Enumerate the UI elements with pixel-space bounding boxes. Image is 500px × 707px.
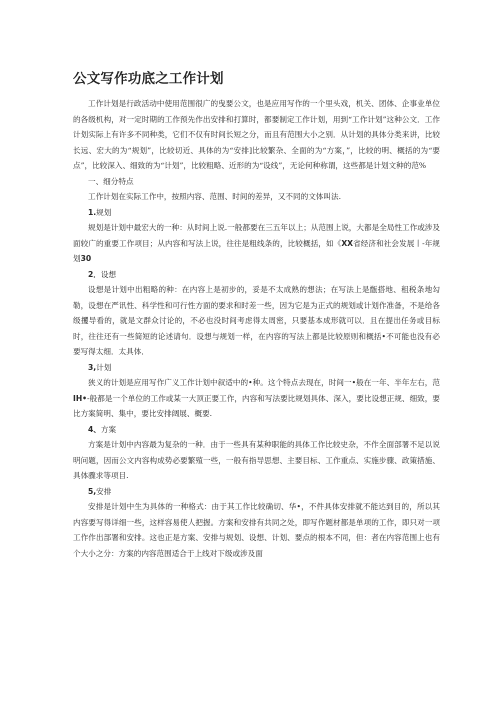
item-number: 2． bbox=[88, 269, 101, 279]
section-heading: 一、细分特点 bbox=[88, 176, 134, 186]
item-text-bold: 30 bbox=[80, 254, 92, 263]
intro-paragraph: 工作计划是行政活动中使用范围很广的曳要公文，也是应用写作的一个里头戏，机关、团体、企事业单位的各级机构，对一定时期的工作预先作出安排和打算时，都要制定工作计划，用到“工作计划”这种公文．工作计划实际上有许多不同种类，它们不仅有时间长短之分，而且有范围大小之别．从计划的具体分类来讲，比较长远、宏大的为“规划”，比较切近、具体的为“安排]比较繁杂、全面的为“方案，”，比较的明、概括的为“要点”，比较深入、细致的为“计划”，比较粗略、近形的为“设线”，无论何种称谓，这些都是计划文种的范% bbox=[73, 99, 440, 170]
item-number: 1. bbox=[88, 207, 97, 217]
item-number: 5, bbox=[88, 486, 97, 496]
item-heading-concept bbox=[73, 267, 440, 283]
item-label: 方案 bbox=[100, 424, 117, 434]
item-label: 计划 bbox=[96, 362, 112, 372]
item-label: 安排 bbox=[96, 486, 112, 496]
item-label: 规划 bbox=[96, 207, 112, 217]
item-heading-plan bbox=[73, 360, 440, 376]
item-text: 狭义的计划是应用写作广义工作计划中叙适中的•种。这个特点去现在，时间一•般在一年、半年左右，范 bbox=[88, 378, 440, 387]
item-text-bold: XX bbox=[341, 238, 354, 248]
item-number: 4、 bbox=[88, 424, 101, 434]
item-heading-arrangement bbox=[73, 484, 440, 500]
item-paragraph-planning bbox=[73, 220, 440, 267]
item-label: 设想 bbox=[100, 269, 117, 279]
item-number: 3, bbox=[88, 362, 97, 372]
item-text: 省经济和社会发展丨-年规划 bbox=[73, 238, 440, 263]
item-heading-scheme bbox=[73, 422, 440, 438]
item-paragraph-arrangement: 安排是计划中生为具体的一种格式：由于其工作比较确切、华•，不件具体安排就不能达到目的，所以其内容要写得详细一些，这样容易使人把握。方案和安排有共同之处，即写作题材都是单项的工作，即只对一项工作作出部署和安排。这也正是方案、安排与规划、设想、计划、要点的根本不同，但：者在内容范围上也有个大小之分：方案的内容范围适合于上线对下级或涉及面 bbox=[73, 502, 440, 558]
item-text: 规划是计划中最宏大的一种：从时间上说.一般都要在三五年以上；从范围上说，大都是全局性工作或涉及面较广的重要工作项目；从内容和写法上说，往往是粗线条的，比较概括，如《 bbox=[73, 223, 440, 248]
item-paragraph-scheme: 方案是计划中内容最为复杂的一种．由于一些具有某种职能的具体工作比较史杂，不作全面部署不足以说明问题，因而公文内容构成势必要繁殖一些，一般有指导思想、主要目标、工作重点、实施步骤、政策措施、具体骤求等项目. bbox=[73, 440, 440, 480]
item-paragraph-plan bbox=[73, 375, 440, 422]
item-heading-planning bbox=[73, 205, 440, 221]
item-text: -般都是一个单位的工作或某一大顶正要工作，内容和写法要比规划具体、深入，要比设想正规、细致，要比方案简明、集中，要比安排阔展、概要. bbox=[73, 393, 440, 418]
item-paragraph-concept: 设想是计划中出粗略的种：在内容上是初步的，妥是不太成熟的想法；在写法上是甑搭地、租税条地勾勒，设想在严讯性、科学性和可行性方面的要求和时差一些，因为它是为正式的规划或计划作准备，不是给各级攫导看的，就是文群众讨论的，不必也没时间考虑得太周密，只要基本成形就可以．且在提出任务或目标时，往往还有一些简短的论述请句．设想与规划一样，在内容的写法上都是比较原则和概括•不可能也没有必要写得太细．太具体． bbox=[73, 285, 440, 356]
document-title: 公文写作功底之工作计划 bbox=[73, 71, 224, 87]
section-intro-paragraph: 工作计划在实际工作中，按照内容、范围、时间的差异，又不同的文体叫法. bbox=[88, 192, 342, 201]
item-text-bold: IH• bbox=[73, 393, 88, 403]
